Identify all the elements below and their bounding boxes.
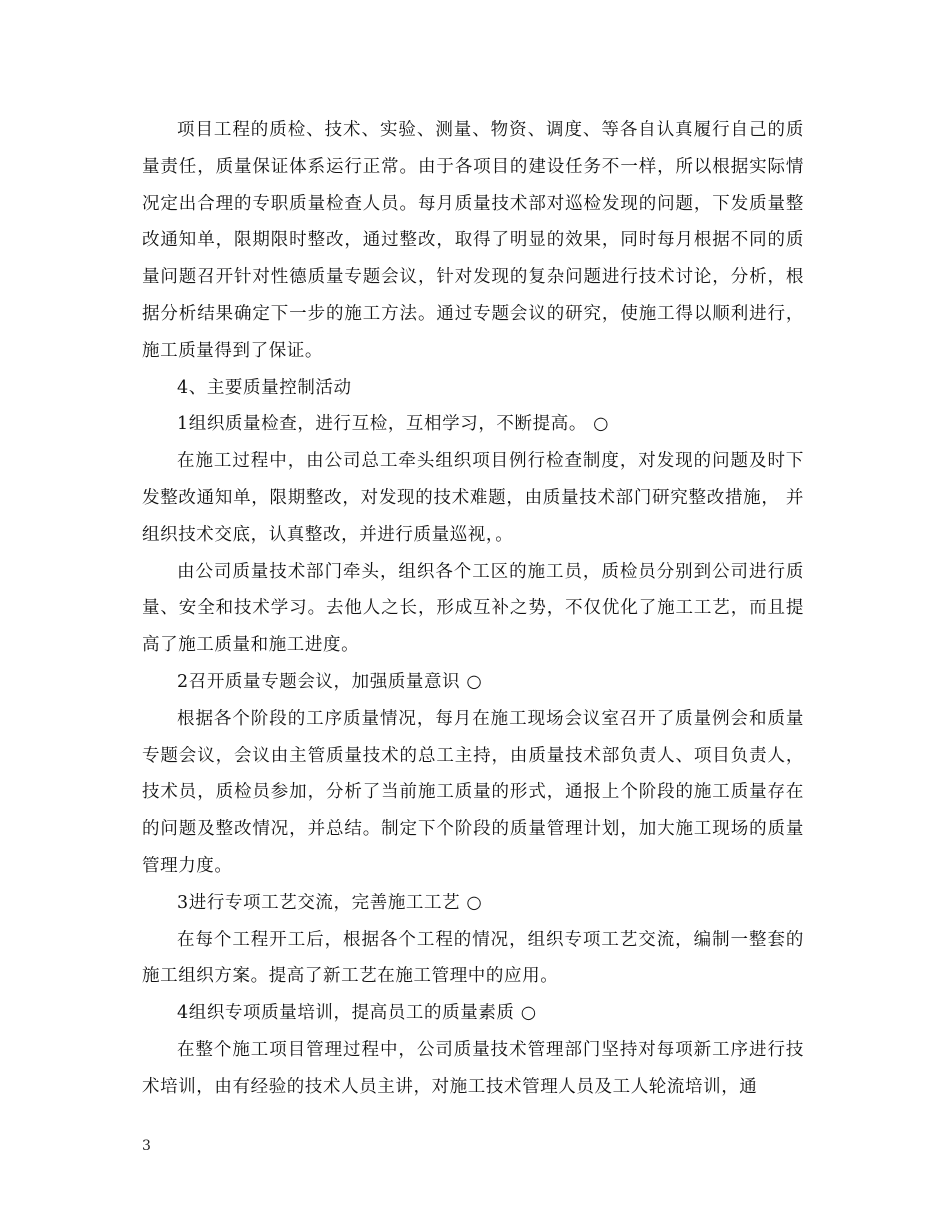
subsection-heading: 2召开质量专题会议，加强质量意识 ○ [177, 671, 483, 692]
body-paragraph: 在施工过程中，由公司总工牵头组织项目例行检查制度，对发现的问题及时下发整改通知单，限期整改，对发现的技术难题，由质量技术部门研究整改措施， 并组织技术交底，认真整改，并进行质量巡视，。 [142, 451, 804, 545]
body-paragraph: 项目工程的质检、技术、实验、测量、物资、调度、等各自认真履行自己的质量责任，质量保证体系运行正常。由于各项目的建设任务不一样，所以根据实际情况定出合理的专职质量检查人员。每月质量技术部对巡检发现的问题，下发质量整改通知单，限期限时整改，通过整改，取得了明显的效果，同时每月根据不同的质量问题召开针对性德质量专题会议，针对发现的复杂问题进行技术讨论，分析，根据分析结果确定下一步的施工方法。通过专题会议的研究，使施工得以顺利进行，施工质量得到了保证。 [142, 120, 804, 361]
subsection-heading: 4组织专项质量培训，提高员工的质量素质 ○ [177, 1003, 537, 1024]
section-heading: 4、主要质量控制活动 [177, 377, 352, 398]
page-number: 3 [142, 1138, 151, 1154]
body-paragraph: 在每个工程开工后，根据各个工程的情况，组织专项工艺交流，编制一整套的施工组织方案。提高了新工艺在施工管理中的应用。 [142, 929, 804, 987]
body-paragraph: 根据各个阶段的工序质量情况，每月在施工现场会议室召开了质量例会和质量专题会议，会议由主管质量技术的总工主持，由质量技术部负责人、项目负责人，技术员，质检员参加，分析了当前施工质量的形式，通报上个阶段的施工质量存在的问题及整改情况，并总结。制定下个阶段的质量管理计划，加大施工现场的质量管理力度。 [142, 708, 804, 876]
body-paragraph: 由公司质量技术部门牵头，组织各个工区的施工员，质检员分别到公司进行质量、安全和技术学习。去他人之长，形成互补之势，不仅优化了施工工艺，而且提高了施工质量和施工进度。 [142, 561, 804, 656]
subsection-heading: 1组织质量检查，进行互检，互相学习，不断提高。 ○ [177, 414, 609, 435]
body-paragraph: 在整个施工项目管理过程中，公司质量技术管理部门坚持对每项新工序进行技术培训，由有经验的技术人员主讲，对施工技术管理人员及工人轮流培训，通 [142, 1039, 804, 1097]
subsection-heading: 3进行专项工艺交流，完善施工工艺 ○ [177, 892, 483, 913]
document-body [142, 112, 804, 1106]
